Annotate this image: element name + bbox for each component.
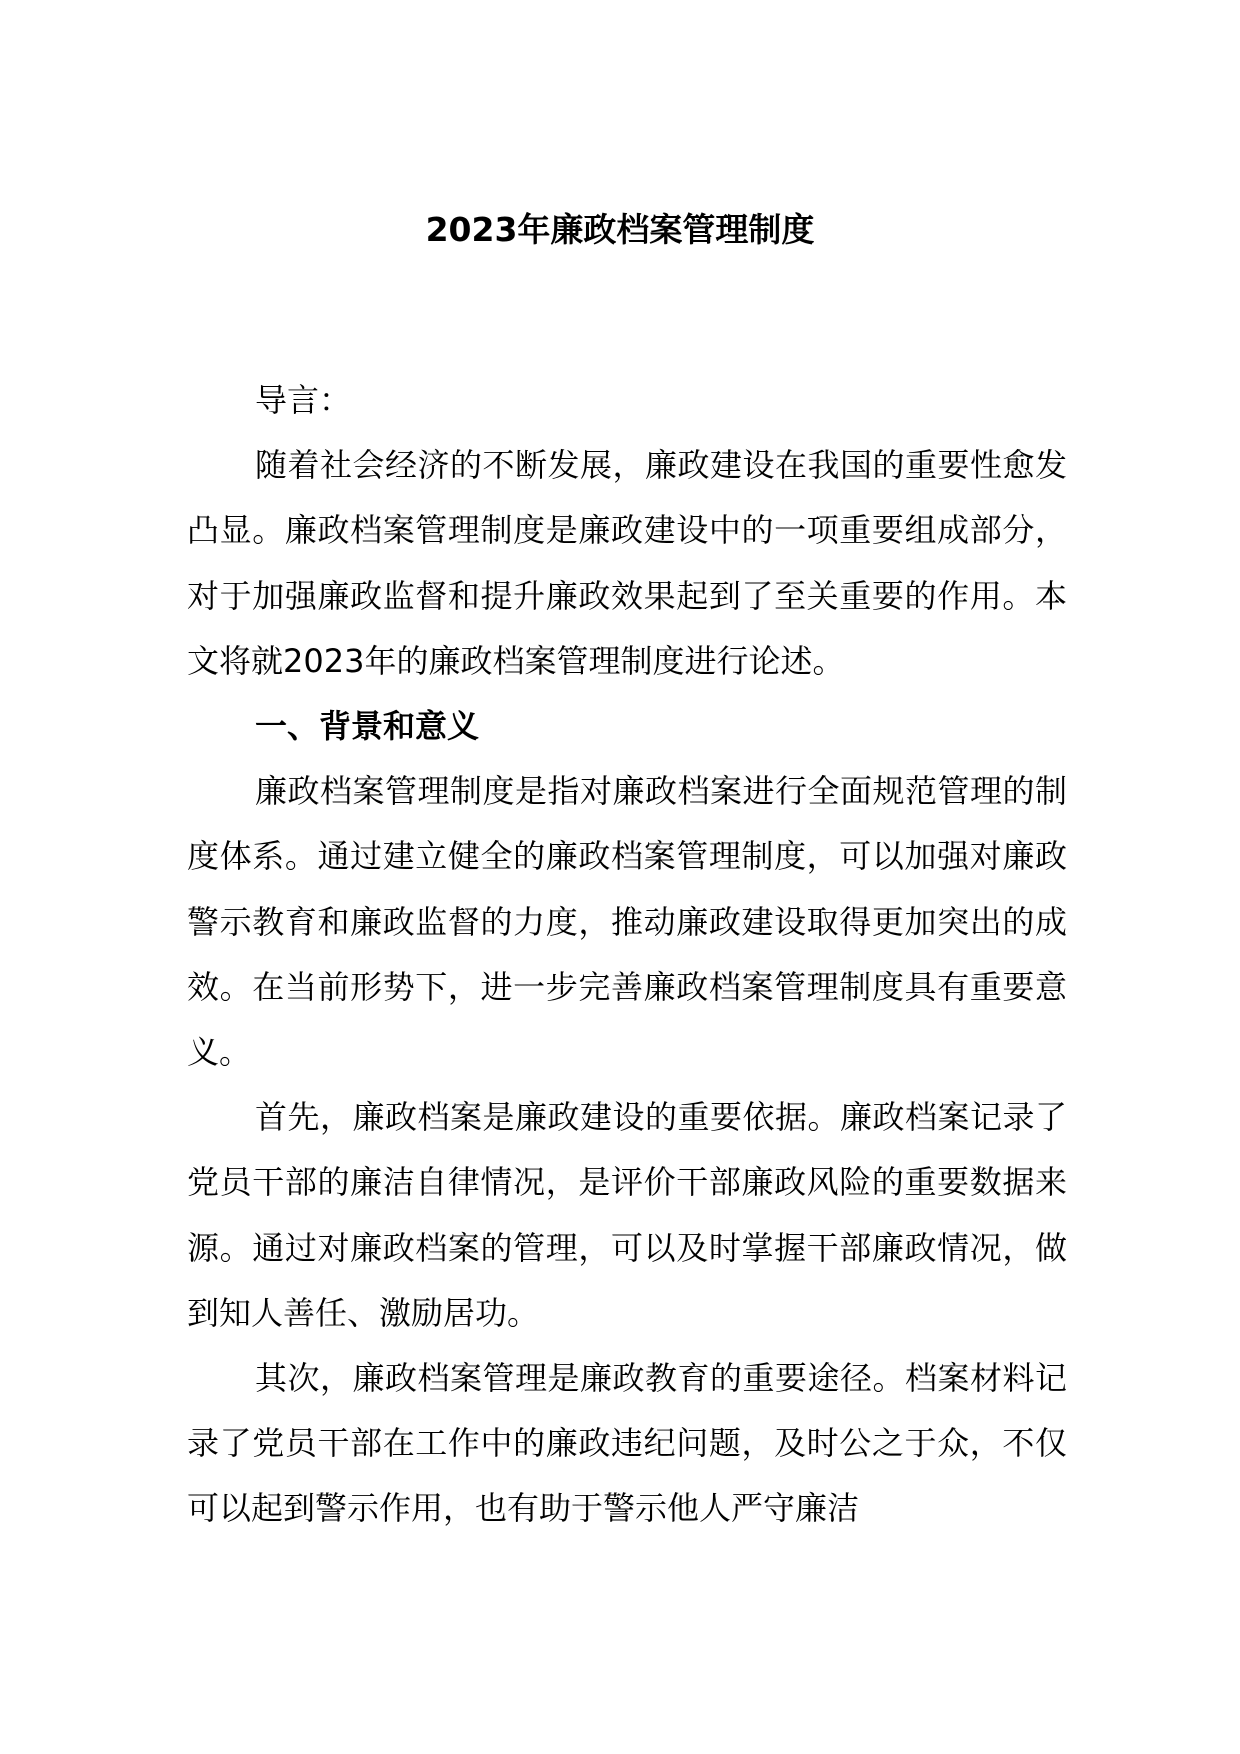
document-body [187, 368, 1067, 1542]
intro-paragraph: 随着社会经济的不断发展，廉政建设在我国的重要性愈发凸显。廉政档案管理制度是廉政建设中的一项重要组成部分，对于加强廉政监督和提升廉政效果起到了至关重要的作用。本文将就2023年的廉政档案管理制度进行论述。 [187, 446, 1067, 680]
background-paragraph: 廉政档案管理制度是指对廉政档案进行全面规范管理的制度体系。通过建立健全的廉政档案管理制度，可以加强对廉政警示教育和廉政监督的力度，推动廉政建设取得更加突出的成效。在当前形势下，进一步完善廉政档案管理制度具有重要意义。 [187, 772, 1067, 1072]
second-point-paragraph: 其次，廉政档案管理是廉政教育的重要途径。档案材料记录了党员干部在工作中的廉政违纪问题，及时公之于众，不仅可以起到警示作用，也有助于警示他人严守廉洁 [187, 1359, 1067, 1528]
document-title: 2023年廉政档案管理制度 [425, 210, 815, 249]
first-point-paragraph: 首先，廉政档案是廉政建设的重要依据。廉政档案记录了党员干部的廉洁自律情况，是评价干部廉政风险的重要数据来源。通过对廉政档案的管理，可以及时掌握干部廉政情况，做到知人善任、激励居功。 [187, 1098, 1067, 1332]
intro-label: 导言： [255, 381, 352, 419]
section-heading-background: 一、背景和意义 [255, 707, 480, 746]
